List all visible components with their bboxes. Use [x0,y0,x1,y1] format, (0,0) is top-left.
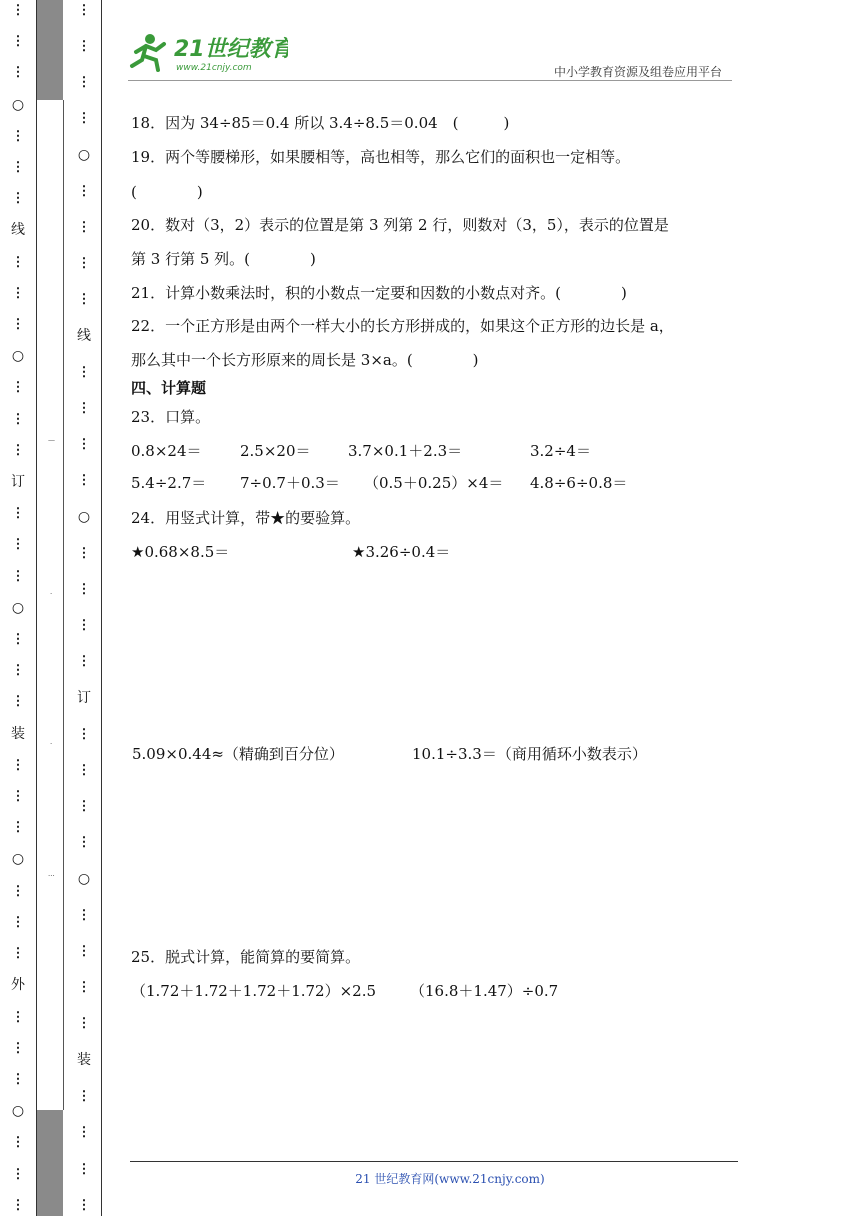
binding-circle-icon: ○ [11,1103,25,1120]
binding-dots: ⋮ [77,365,91,381]
binding-dots: ⋮ [77,799,91,815]
binding-dots: ⋮ [77,401,91,417]
binding-dots: ⋮ [11,1009,25,1025]
oral-calc: 2.5×20＝ [240,442,311,460]
question-24: 24．用竖式计算，带★的要验算。 [131,509,361,527]
binding-circle-icon: ○ [11,851,25,868]
question-22-line1: 22．一个正方形是由两个一样大小的长方形拼成的，如果这个正方形的边长是 a， [131,317,674,335]
oral-calc: 4.8÷6÷0.8＝ [530,474,628,492]
binding-dots: ⋮ [77,1125,91,1141]
binding-dots: ⋮ [11,789,25,805]
section-heading: 四、计算题 [131,379,207,397]
binding-gray-block-top [37,0,63,100]
binding-circle-icon: ○ [77,871,91,888]
footer-divider [130,1161,738,1162]
binding-dots: ⋮ [11,191,25,207]
binding-dots: ⋮ [11,380,25,396]
binding-dots: ⋮ [11,65,25,81]
binding-small-mark: · [50,740,53,748]
binding-label: 订 [11,474,25,491]
binding-dots: ⋮ [77,292,91,308]
question-23: 23．口算。 [131,408,211,426]
binding-dots: ⋮ [11,506,25,522]
binding-label: 装 [11,725,25,742]
binding-small-mark: · [50,590,53,598]
binding-dots: ⋮ [77,3,91,18]
binding-label: 线 [77,328,91,345]
binding-circle-icon: ○ [77,147,91,164]
outer-binding-marks [8,4,28,1212]
binding-dots: ⋮ [77,618,91,634]
vertical-calc: 10.1÷3.3＝（商用循环小数表示） [412,745,647,763]
oral-calc: 3.2÷4＝ [530,442,591,460]
binding-circle-icon: ○ [11,599,25,616]
step-calc: （16.8＋1.47）÷0.7 [410,982,559,1000]
oral-calc: （0.5＋0.25）×4＝ [364,474,504,492]
svg-text:21世纪教育: 21世纪教育 [174,37,288,62]
binding-label: 线 [11,222,25,239]
binding-dots: ⋮ [11,1040,25,1056]
binding-dots: ⋮ [77,763,91,779]
binding-dots: ⋮ [11,3,25,18]
binding-circle-icon: ○ [11,348,25,365]
site-logo [128,30,288,74]
binding-dots: ⋮ [77,184,91,200]
binding-gray-block-bottom [37,1110,63,1216]
binding-label: 装 [77,1052,91,1069]
binding-dots: ⋮ [11,160,25,176]
site-tagline: 中小学教育资源及组卷应用平台 [553,65,722,79]
binding-dots: ⋮ [11,442,25,458]
binding-dots: ⋮ [77,582,91,598]
vertical-calc: ★0.68×8.5＝ [131,543,230,561]
binding-dots: ⋮ [11,285,25,301]
binding-dots: ⋮ [77,220,91,236]
binding-dots: ⋮ [77,944,91,960]
binding-dots: ⋮ [77,980,91,996]
question-25: 25．脱式计算，能简算的要简算。 [131,948,361,966]
binding-dots: ⋮ [11,317,25,333]
footer-text: 21 世纪教育网(www.21cnjy.com) [355,1172,545,1186]
binding-dots: ⋮ [77,111,91,127]
binding-dots: ⋮ [77,437,91,453]
oral-calc: 3.7×0.1＋2.3＝ [348,442,463,460]
binding-dots: ⋮ [11,537,25,553]
question-18: 18．因为 34÷85＝0.4 所以 3.4÷8.5＝0.04 ( ) [131,114,510,132]
binding-dots: ⋮ [11,820,25,836]
binding-dots: ⋮ [77,654,91,670]
binding-dots: ⋮ [77,473,91,489]
binding-dots: ⋮ [77,835,91,851]
binding-dots: ⋮ [77,75,91,91]
oral-calc: 5.4÷2.7＝ [131,474,207,492]
header-divider [128,80,732,81]
vertical-calc: ★3.26÷0.4＝ [352,543,451,561]
binding-dots: ⋮ [11,663,25,679]
inner-binding-marks [74,4,94,1212]
binding-dots: ⋮ [11,1197,25,1213]
binding-dots: ⋮ [77,546,91,562]
binding-dots: ⋮ [11,883,25,899]
binding-strip-middle [37,100,64,1110]
binding-dots: ⋮ [77,256,91,272]
binding-circle-icon: ○ [11,96,25,113]
binding-dots: ⋮ [77,39,91,55]
oral-calc: 0.8×24＝ [131,442,202,460]
binding-dots: ⋮ [11,1071,25,1087]
binding-dots: ⋮ [11,757,25,773]
binding-small-mark: ··· [48,872,55,880]
binding-dots: ⋮ [11,568,25,584]
oral-calc: 7÷0.7＋0.3＝ [240,474,340,492]
binding-dots: ⋮ [11,34,25,50]
question-22-line2: 那么其中一个长方形原来的周长是 3×a。( ) [131,351,479,369]
binding-dots: ⋮ [11,914,25,930]
binding-small-mark: — [48,436,55,444]
binding-dots: ⋮ [11,1166,25,1182]
binding-dots: ⋮ [77,1197,91,1213]
binding-dots: ⋮ [77,1089,91,1105]
runner-logo-icon [128,30,288,74]
binding-dots: ⋮ [11,694,25,710]
binding-dots: ⋮ [11,1135,25,1151]
binding-dots: ⋮ [77,1161,91,1177]
binding-dots: ⋮ [77,727,91,743]
binding-dots: ⋮ [11,254,25,270]
binding-dots: ⋮ [77,1016,91,1032]
question-20-line1: 20．数对（3，2）表示的位置是第 3 列第 2 行，则数对（3，5），表示的位置是 [131,216,669,234]
question-21: 21．计算小数乘法时，积的小数点一定要和因数的小数点对齐。( ) [131,284,627,302]
svg-text:www.21cnjy.com: www.21cnjy.com [176,63,252,73]
binding-label: 外 [11,977,25,994]
binding-circle-icon: ○ [77,509,91,526]
question-19-answer: ( ) [131,183,203,201]
step-calc: （1.72＋1.72＋1.72＋1.72）×2.5 [131,982,377,1000]
vertical-calc: 5.09×0.44≈（精确到百分位） [132,745,344,763]
question-19-line1: 19．两个等腰梯形，如果腰相等，高也相等，那么它们的面积也一定相等。 [131,148,631,166]
binding-dots: ⋮ [11,128,25,144]
binding-dots: ⋮ [11,946,25,962]
binding-dots: ⋮ [11,411,25,427]
binding-dots: ⋮ [11,632,25,648]
binding-label: 订 [77,690,91,707]
binding-dots: ⋮ [77,908,91,924]
question-20-line2: 第 3 行第 5 列。( ) [131,250,316,268]
